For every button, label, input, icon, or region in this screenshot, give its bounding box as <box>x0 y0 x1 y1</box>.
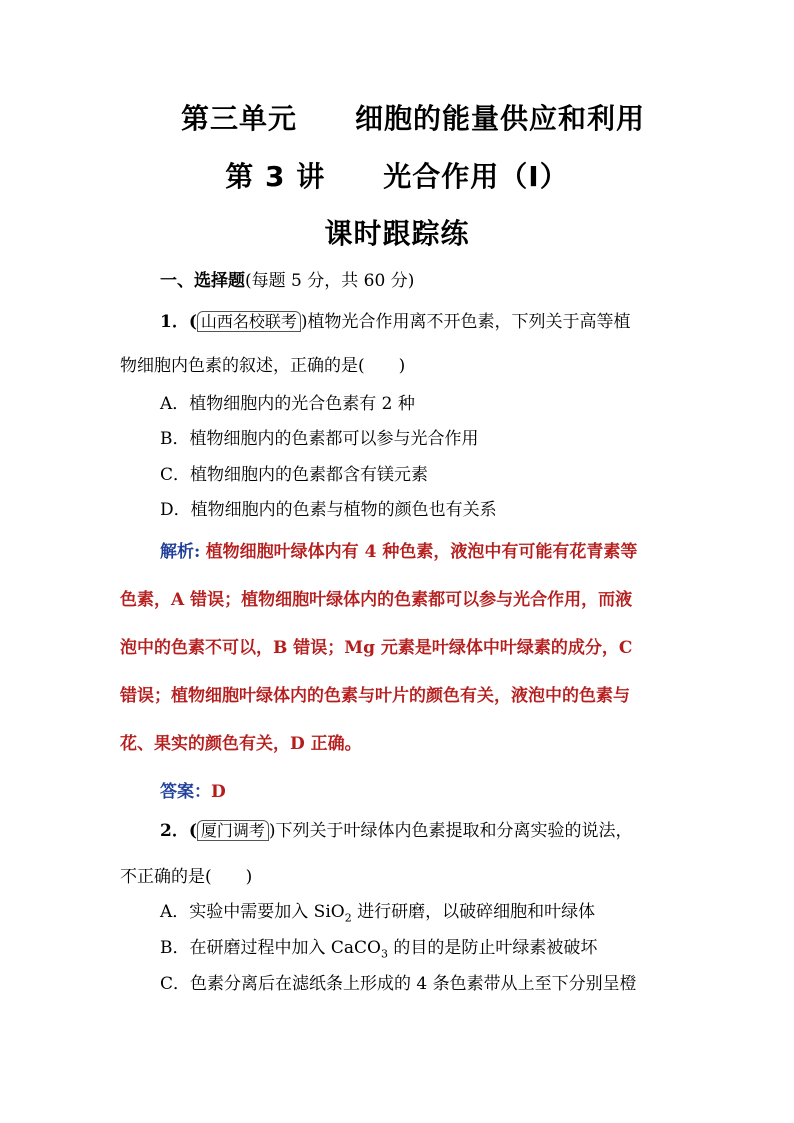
analysis-line-5: 花、果实的颜色有关，D 正确。 <box>120 734 362 754</box>
analysis-line-2: 色素，A 错误；植物细胞叶绿体内的色素都可以参与光合作用，而液 <box>120 590 633 610</box>
question-1-answer <box>160 781 226 803</box>
lecture-title: 第 3 讲 光合作用（Ⅰ） <box>225 160 569 193</box>
option-b-text-cont: 的目的是防止叶绿素被破坏 <box>387 938 598 958</box>
answer-value: D <box>211 782 226 802</box>
analysis-line-3: 泡中的色素不可以，B 错误；Mg 元素是叶绿体中叶绿素的成分，C <box>120 638 633 658</box>
question-1-text: )植物光合作用离不开色素，下列关于高等植 <box>300 312 631 332</box>
option-a-text-cont: 进行研磨，以破碎细胞和叶绿体 <box>351 902 596 922</box>
question-1-stem <box>160 311 631 333</box>
question-2-stem <box>160 820 633 842</box>
question-1-option-b: B．植物细胞内的色素都可以参与光合作用 <box>160 429 479 449</box>
question-2-text-cont: 不正确的是( ) <box>120 867 253 887</box>
unit-title: 第三单元 细胞的能量供应和利用 <box>180 102 645 135</box>
option-b-subscript: 3 <box>380 947 388 961</box>
question-1-text-cont: 物细胞内色素的叙述，正确的是( ) <box>120 356 406 376</box>
question-1-source: 山西名校联考 <box>197 311 301 332</box>
question-1-number: 1．( <box>160 312 197 332</box>
question-2-option-b <box>160 937 597 965</box>
question-2-text: )下列关于叶绿体内色素提取和分离实验的说法， <box>268 821 633 841</box>
section-note: (每题 5 分，共 60 分) <box>245 271 415 291</box>
option-a-text: A．实验中需要加入 SiO <box>160 902 345 922</box>
analysis-line-1: 植物细胞叶绿体内有 4 种色素，液泡中有可能有花青素等 <box>205 542 638 562</box>
section-heading <box>160 270 414 292</box>
exercise-title: 课时跟踪练 <box>324 217 470 250</box>
question-1-option-a: A．植物细胞内的光合色素有 2 种 <box>160 394 415 414</box>
question-2-number: 2．( <box>160 821 197 841</box>
question-1-option-c: C．植物细胞内的色素都含有镁元素 <box>160 465 429 485</box>
option-b-text: B．在研磨过程中加入 CaCO <box>160 938 381 958</box>
question-2-source: 厦门调考 <box>197 820 269 841</box>
question-2-option-a <box>160 901 595 929</box>
answer-label: 答案： <box>160 782 211 802</box>
question-1-option-d: D．植物细胞内的色素与植物的颜色也有关系 <box>160 500 497 520</box>
question-1-analysis <box>160 541 637 563</box>
question-2-option-c: C．色素分离后在滤纸条上形成的 4 条色素带从上至下分别呈橙 <box>160 974 637 994</box>
option-a-subscript: 2 <box>344 911 352 925</box>
analysis-label: 解析: <box>160 542 201 562</box>
analysis-line-4: 错误；植物细胞叶绿体内的色素与叶片的颜色有关，液泡中的色素与 <box>120 686 630 706</box>
section-label: 一、选择题 <box>160 271 245 291</box>
